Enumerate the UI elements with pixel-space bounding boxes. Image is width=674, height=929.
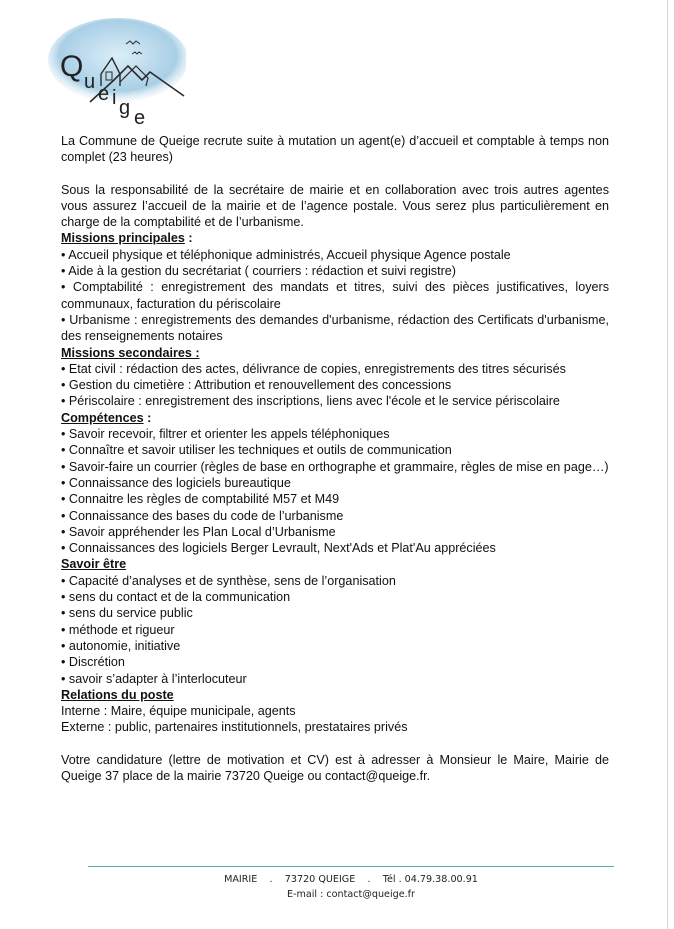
- page-edge-line: [667, 0, 668, 929]
- job-offer-body: [61, 133, 609, 784]
- svg-text:i: i: [112, 87, 117, 109]
- svg-text:Q: Q: [60, 50, 84, 83]
- list-item: • Savoir recevoir, filtrer et orienter les appels téléphoniques: [61, 427, 390, 442]
- section-heading: Savoir être: [61, 557, 127, 572]
- list-item: • Comptabilité : enregistrement des mandats et titres, suivi des pièces justificatives, loyers communaux, facturation du périscolaire: [61, 280, 609, 311]
- list-item: • Aide à la gestion du secrétariat ( courriers : rédaction et suivi registre): [61, 264, 456, 279]
- section-heading: Missions principales :: [61, 231, 193, 246]
- list-item: • Urbanisme : enregistrements des demandes d'urbanisme, rédaction des Certificats d'urbanisme, des renseignements notaires: [61, 312, 609, 344]
- section-heading: Compétences :: [61, 410, 152, 425]
- list-item: • Connaissance des bases du code de l’urbanisme: [61, 508, 344, 523]
- list-item: • Gestion du cimetière : Attribution et renouvellement des concessions: [61, 378, 452, 393]
- svg-text:e: e: [134, 107, 146, 126]
- list-item: • Capacité d’analyses et de synthèse, sens de l’organisation: [61, 573, 396, 588]
- closing-paragraph: Votre candidature (lettre de motivation et CV) est à adresser à Monsieur le Maire, Mairie de Queige 37 place de la mairie 73720 Queige ou contact@queige.fr.: [61, 752, 609, 783]
- list-item: Interne : Maire, équipe municipale, agents: [61, 704, 296, 719]
- footer-divider: [88, 866, 614, 867]
- list-item: • Savoir-faire un courrier (règles de base en orthographe et grammaire, règles de mise en page…): [61, 459, 609, 474]
- list-item: • autonomie, initiative: [61, 638, 181, 653]
- list-item: • Connaître et savoir utiliser les techniques et outils de communication: [61, 443, 452, 458]
- list-item: • sens du contact et de la communication: [61, 590, 291, 605]
- list-item: • Savoir appréhender les Plan Local d’Urbanisme: [61, 524, 336, 539]
- list-item: • Etat civil : rédaction des actes, délivrance de copies, enregistrements des titres sécurisés: [61, 361, 566, 376]
- intro-paragraph: La Commune de Queige recrute suite à mutation un agent(e) d’accueil et comptable à temps non complet (23 heures): [61, 134, 609, 165]
- section-heading: Relations du poste: [61, 687, 174, 702]
- list-item: • Accueil physique et téléphonique administrés, Accueil physique Agence postale: [61, 247, 511, 262]
- section-heading: Missions secondaires :: [61, 345, 200, 360]
- list-item: • Connaissances des logiciels Berger Levrault, Next'Ads et Plat'Au appréciées: [61, 541, 496, 556]
- section-competences: [61, 410, 609, 557]
- svg-text:e: e: [98, 83, 110, 105]
- footer-address-line: MAIRIE . 73720 QUEIGE . Tél . 04.79.38.00.91: [224, 874, 478, 885]
- list-item: • Connaitre les règles de comptabilité M57 et M49: [61, 492, 340, 507]
- list-item: • Périscolaire : enregistrement des inscriptions, liens avec l'école et le service périscolaire: [61, 394, 560, 409]
- section-missions-principales: [61, 230, 609, 344]
- list-item: • Discrétion: [61, 655, 125, 670]
- section-savoir-etre: [61, 556, 609, 686]
- list-item: • savoir s’adapter à l’interlocuteur: [61, 671, 247, 686]
- context-paragraph: Sous la responsabilité de la secrétaire de mairie et en collaboration avec trois autres agentes vous assurez l’accueil de la mairie et de l’agence postale. Vous serez plus particulièrement en charge de la comptabilité et de l’urbanisme.: [61, 182, 609, 230]
- svg-text:u: u: [84, 71, 96, 93]
- footer-email-line: E-mail : contact@queige.fr: [286, 889, 415, 900]
- list-item: • sens du service public: [61, 606, 193, 621]
- list-item: • méthode et rigueur: [61, 622, 175, 637]
- section-relations-du-poste: [61, 687, 609, 736]
- svg-text:g: g: [119, 97, 131, 119]
- list-item: • Connaissance des logiciels bureautique: [61, 475, 291, 490]
- queige-logo: [46, 14, 186, 126]
- list-item: Externe : public, partenaires institutionnels, prestataires privés: [61, 720, 408, 735]
- section-missions-secondaires: [61, 345, 609, 410]
